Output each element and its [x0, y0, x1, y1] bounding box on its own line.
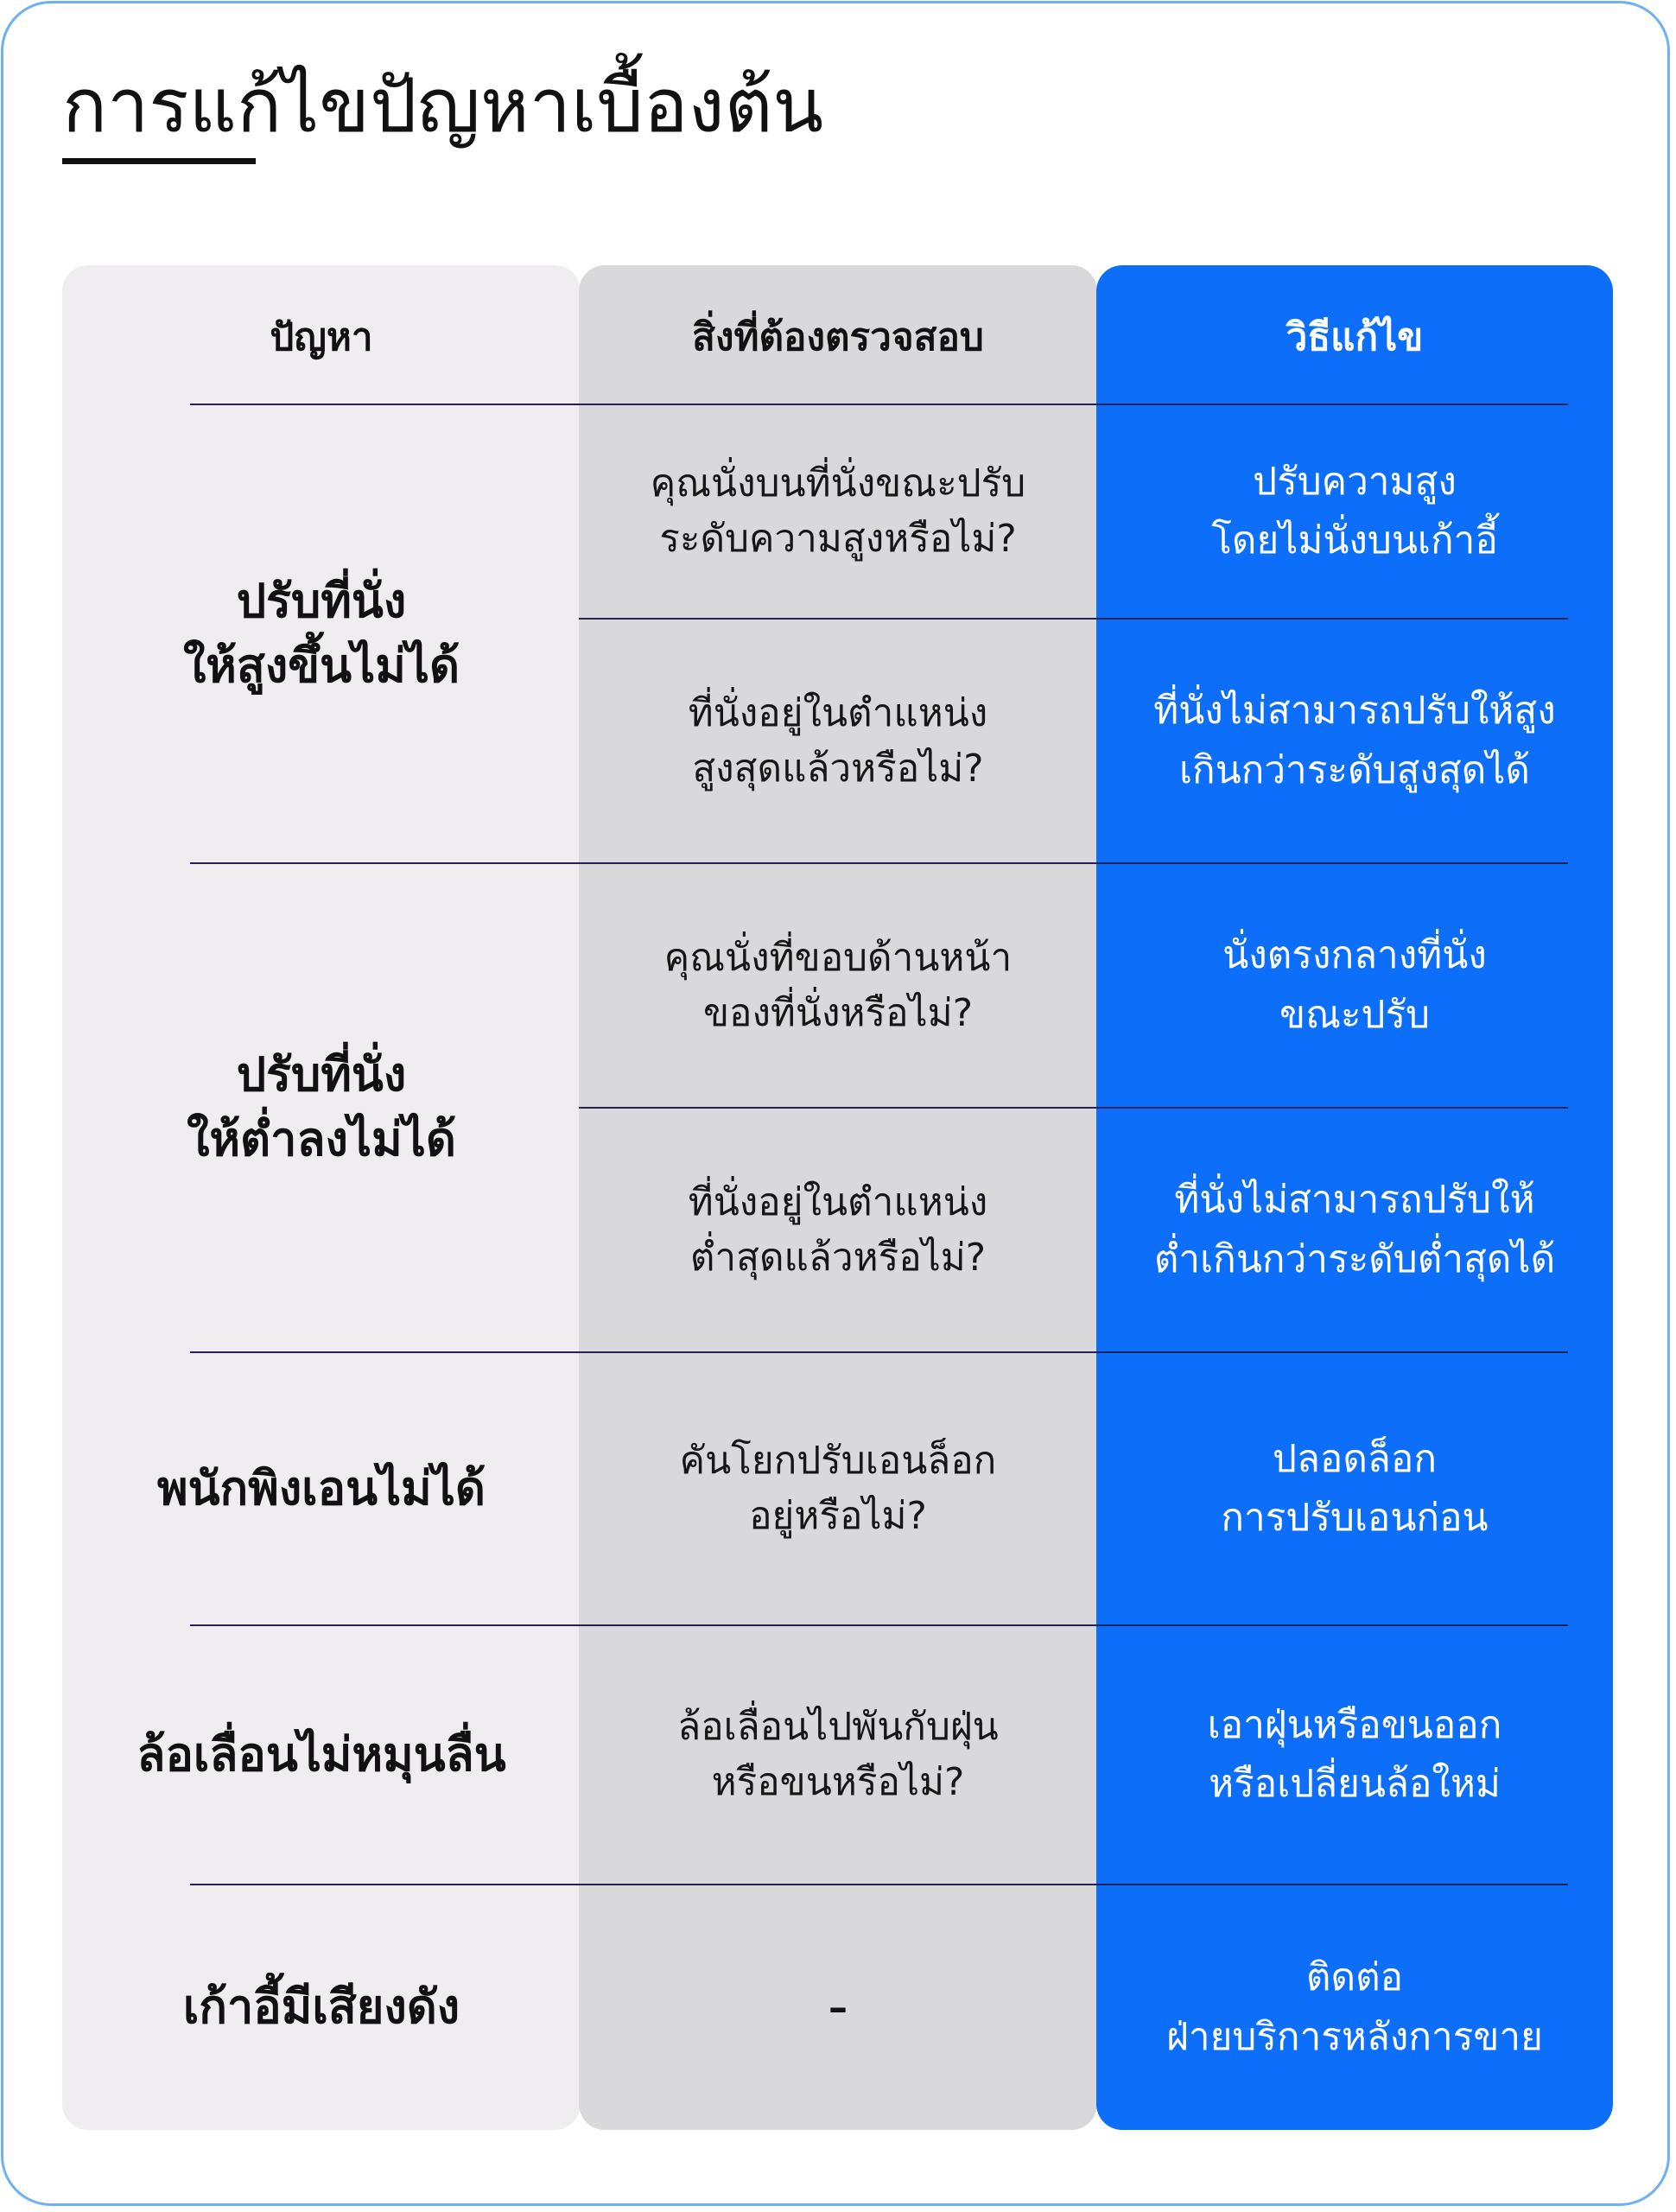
problem-chair-noisy: เก้าอี้มีเสียงดัง	[182, 1980, 460, 2035]
check-cell: ล้อเลื่อนไปพันกับฝุ่น หรือขนหรือไม่?	[677, 1705, 999, 1804]
solution-cell: ปลอดล็อก การปรับเอนก่อน	[1221, 1436, 1489, 1540]
check-cell: ที่นั่งอยู่ในตำแหน่ง ต่ำสุดแล้วหรือไม่?	[688, 1179, 988, 1280]
check-cell-empty: –	[828, 1986, 848, 2030]
check-cell: คุณนั่งบนที่นั่งขณะปรับ ระดับความสูงหรือไม่?	[650, 461, 1026, 561]
header-check: สิ่งที่ต้องตรวจสอบ	[692, 315, 984, 360]
check-cell: ที่นั่งอยู่ในตำแหน่ง สูงสุดแล้วหรือไม่?	[688, 690, 988, 791]
page-title: การแก้ไขปัญหาเบื้องต้น	[62, 63, 824, 149]
solution-cell: ติดต่อ ฝ่ายบริการหลังการขาย	[1166, 1955, 1543, 2059]
solution-cell: เอาฝุ่นหรือขนออก หรือเปลี่ยนล้อใหม่	[1207, 1702, 1502, 1806]
solution-cell: ปรับความสูง โดยไม่นั่งบนเก้าอี้	[1211, 459, 1498, 563]
check-cell: คันโยกปรับเอนล็อก อยู่หรือไม่?	[679, 1439, 997, 1538]
header-problem: ปัญหา	[270, 315, 373, 360]
solution-cell: ที่นั่งไม่สามารถปรับให้สูง เกินกว่าระดับสูงสุดได้	[1153, 689, 1556, 792]
problem-casters-not-smooth: ล้อเลื่อนไม่หมุนลื่น	[136, 1726, 506, 1782]
header-solution: วิธีแก้ไข	[1286, 315, 1424, 360]
check-cell: คุณนั่งที่ขอบด้านหน้า ของที่นั่งหรือไม่?	[663, 935, 1013, 1035]
problem-seat-cannot-raise: ปรับที่นั่ง ให้สูงขึ้นไม่ได้	[182, 573, 460, 693]
problem-seat-cannot-lower: ปรับที่นั่ง ให้ต่ำลงไม่ได้	[187, 1047, 456, 1166]
solution-cell: นั่งตรงกลางที่นั่ง ขณะปรับ	[1222, 933, 1487, 1037]
solution-cell: ที่นั่งไม่สามารถปรับให้ ต่ำเกินกว่าระดับต่ำสุดได้	[1153, 1178, 1556, 1281]
problem-backrest-cannot-recline: พนักพิงเอนไม่ได้	[157, 1460, 486, 1516]
